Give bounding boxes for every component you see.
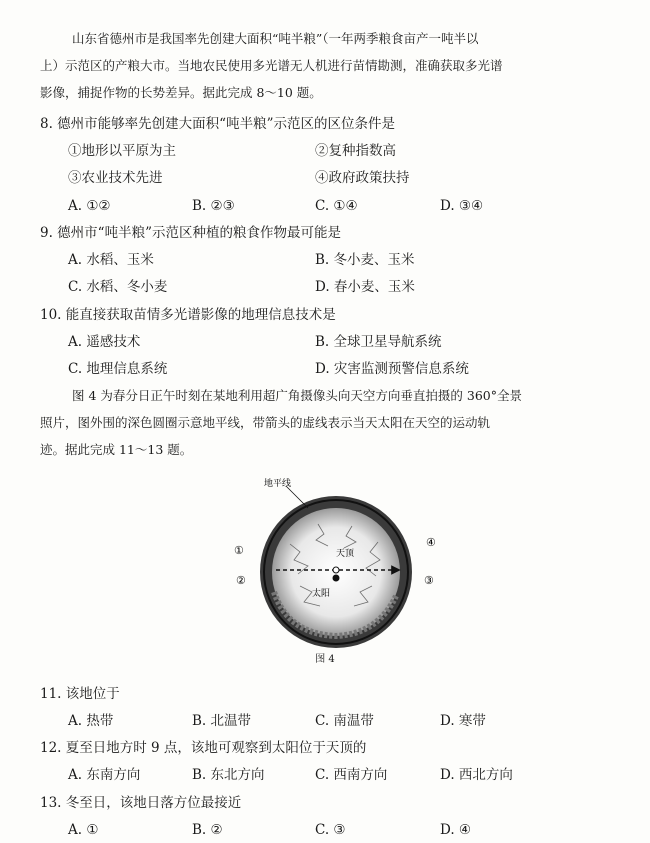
q13-option-c[interactable]: C. ③: [315, 822, 346, 838]
q8-item-2: ②复种指数高: [315, 143, 396, 159]
q11-option-b[interactable]: B. 北温带: [192, 713, 252, 729]
figure-caption: 图 4: [315, 654, 335, 665]
passage-2-line-1: 图 4 为春分日正午时刻在某地利用超广角摄像头向天空方向垂直拍摄的 360°全景: [72, 388, 522, 403]
q12-option-c[interactable]: C. 西南方向: [315, 767, 388, 783]
marker-4: ④: [426, 536, 436, 549]
passage-1-line-1: 山东省德州市是我国率先创建大面积“吨半粮”（一年两季粮食亩产一吨半以: [72, 31, 479, 46]
q11-stem: 11. 该地位于: [40, 686, 120, 702]
q9-stem: 9. 德州市“吨半粮”示范区种植的粮食作物最可能是: [40, 225, 341, 241]
horizon-label: 地平线: [264, 478, 292, 488]
figure-4-sky-photo: [228, 474, 444, 650]
horizon-pointer: [286, 486, 308, 508]
q11-option-c[interactable]: C. 南温带: [315, 713, 374, 729]
q10-option-a[interactable]: A. 遥感技术: [68, 334, 141, 350]
q8-item-1: ①地形以平原为主: [68, 143, 176, 159]
q8-stem: 8. 德州市能够率先创建大面积“吨半粮”示范区的区位条件是: [40, 116, 395, 132]
q9-option-a[interactable]: A. 水稻、玉米: [68, 252, 154, 268]
passage-1-line-2: 上）示范区的产粮大市。当地农民使用多光谱无人机进行苗情勘测，准确获取多光谱: [40, 58, 503, 73]
q8-option-b[interactable]: B. ②③: [192, 198, 235, 214]
passage-1-line-3: 影像，捕捉作物的长势差异。据此完成 8～10 题。: [40, 85, 322, 100]
zenith-label: 天顶: [336, 548, 355, 558]
q8-option-d[interactable]: D. ③④: [440, 198, 484, 214]
q13-option-b[interactable]: B. ②: [192, 822, 223, 838]
passage-2-line-2: 照片，图外围的深色圆圈示意地平线，带箭头的虚线表示当天太阳在天空的运动轨: [40, 415, 491, 430]
marker-1: ①: [234, 544, 244, 557]
q10-option-d[interactable]: D. 灾害监测预警信息系统: [315, 361, 469, 377]
q12-option-b[interactable]: B. 东北方向: [192, 767, 265, 783]
q12-option-a[interactable]: A. 东南方向: [68, 767, 141, 783]
q8-option-c[interactable]: C. ①④: [315, 198, 358, 214]
marker-2: ②: [236, 574, 246, 587]
q10-stem: 10. 能直接获取苗情多光谱影像的地理信息技术是: [40, 307, 336, 323]
q8-option-a[interactable]: A. ①②: [68, 198, 111, 214]
q9-option-b[interactable]: B. 冬小麦、玉米: [315, 252, 415, 268]
q13-option-a[interactable]: A. ①: [68, 822, 99, 838]
q10-option-b[interactable]: B. 全球卫星导航系统: [315, 334, 442, 350]
q11-option-d[interactable]: D. 寒带: [440, 713, 486, 729]
q13-option-d[interactable]: D. ④: [440, 822, 472, 838]
zenith-point: [333, 567, 339, 573]
q10-option-c[interactable]: C. 地理信息系统: [68, 361, 168, 377]
marker-3: ③: [424, 574, 434, 587]
q8-item-4: ④政府政策扶持: [315, 170, 410, 186]
q9-option-c[interactable]: C. 水稻、冬小麦: [68, 279, 168, 295]
q8-item-3: ③农业技术先进: [68, 170, 163, 186]
q11-option-a[interactable]: A. 热带: [68, 713, 114, 729]
q9-option-d[interactable]: D. 春小麦、玉米: [315, 279, 415, 295]
sun-label: 太阳: [312, 588, 331, 598]
q12-stem: 12. 夏至日地方时 9 点，该地可观察到太阳位于天顶的: [40, 740, 367, 756]
passage-2-line-3: 迹。据此完成 11～13 题。: [40, 442, 193, 457]
sun-icon: [333, 575, 340, 582]
q12-option-d[interactable]: D. 西北方向: [440, 767, 513, 783]
q13-stem: 13. 冬至日，该地日落方位最接近: [40, 795, 242, 811]
